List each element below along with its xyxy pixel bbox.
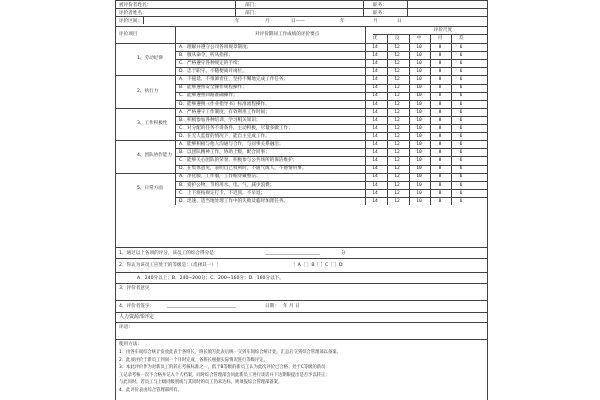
row-line <box>115 312 488 313</box>
col-line <box>409 173 410 205</box>
score-option[interactable]: 14 <box>372 109 378 115</box>
col-line <box>409 43 410 75</box>
col-line <box>143 16 144 24</box>
scale-header: 评价尺度 <box>433 28 453 33</box>
period-month: 月 <box>265 19 270 24</box>
hr-section-title: 人力资源部评定 <box>119 314 155 320</box>
col-line <box>175 173 176 205</box>
score-option[interactable]: 14 <box>372 61 378 66</box>
score-option[interactable]: 14 <box>372 52 378 58</box>
score-option[interactable]: 10 <box>416 150 422 156</box>
score-option[interactable]: 6 <box>459 93 463 99</box>
score-option[interactable]: 8 <box>438 150 442 156</box>
score-option[interactable]: 12 <box>394 174 400 180</box>
col-line <box>175 108 176 140</box>
score-option[interactable]: 14 <box>372 44 378 50</box>
col-line <box>409 108 410 140</box>
score-option[interactable]: 12 <box>394 85 400 91</box>
score-option[interactable]: 12 <box>394 198 400 204</box>
criterion-letter: C. <box>179 190 184 196</box>
usage-note-line: 1．由各车间综合统计发放此表于各班长，班长填写此表后统一交到车间综合统计处，汇总后交到综合管理部以备案。 <box>119 350 341 355</box>
score-option[interactable]: 6 <box>459 198 463 204</box>
score-option[interactable]: 12 <box>394 109 400 115</box>
criterion-text: 迅速、适当地处理工作中的失败及临时加派任务。 <box>187 198 289 204</box>
evaluee-dept-label: 部门： <box>245 3 259 8</box>
total-score-unit: 分 <box>341 251 346 256</box>
criterion-text: 以团队精神工作，协助上级，配合同事； <box>187 150 270 156</box>
col-line <box>365 173 366 205</box>
criterion-letter: A. <box>179 142 184 147</box>
criterion-text: 忠于职守，不随便离开岗位。 <box>187 69 247 75</box>
criterion-letter: C. <box>179 125 184 131</box>
col-line <box>430 34 431 43</box>
row-line <box>115 16 488 17</box>
score-option[interactable]: 8 <box>438 125 442 131</box>
score-option[interactable]: 12 <box>394 158 400 164</box>
criterion-text: 在无人监督的情况下，能自主完成工作。 <box>187 133 270 139</box>
score-option[interactable]: 12 <box>394 93 400 99</box>
score-option[interactable]: 8 <box>438 52 442 58</box>
criterion-category: 3、工作积极性 <box>137 121 168 126</box>
score-option[interactable]: 10 <box>416 190 422 196</box>
criterion-text: 能够关心团队的荣誉，积极参与公共场所的保洁维护； <box>187 158 298 164</box>
col-line <box>409 34 410 43</box>
score-option[interactable]: 6 <box>459 69 463 75</box>
score-option[interactable]: 10 <box>416 117 422 123</box>
score-option[interactable]: 14 <box>372 142 378 147</box>
criterion-text: 对分配的任务不讲条件，主动积极，尽量多做工作； <box>187 125 293 131</box>
score-option[interactable]: 12 <box>394 190 400 196</box>
score-option[interactable]: 8 <box>438 190 442 196</box>
score-option[interactable]: 10 <box>416 158 422 164</box>
period-label: 评价区间： <box>119 19 142 24</box>
evaluator-signature-label: 4、评价者签字： <box>119 304 155 309</box>
score-option[interactable]: 10 <box>416 101 422 107</box>
criterion-letter: D. <box>179 133 184 139</box>
score-option[interactable]: 8 <box>438 77 442 83</box>
col-line <box>451 173 452 205</box>
criterion-letter: B. <box>179 150 184 156</box>
scale-level: 优 <box>372 36 378 41</box>
criterion-text: 理解并遵守公司各项规章制度； <box>187 44 252 50</box>
score-option[interactable]: 14 <box>372 166 378 172</box>
col-line <box>430 173 431 205</box>
col-line <box>365 140 366 172</box>
evaluee-title-label: 职务： <box>373 3 387 8</box>
usage-note-line: 与此同时，若员工与上级同级别或与其同时的员工仍未达标，则须报综合管理部备案。 <box>119 380 283 386</box>
score-option[interactable]: 8 <box>438 109 442 115</box>
criterion-letter: B. <box>179 52 184 58</box>
criterion-text: 在集体意见，表明自己权利时，不通气或人，不感情用事。 <box>187 166 307 172</box>
score-option[interactable]: 12 <box>394 133 400 139</box>
col-line <box>430 108 431 140</box>
score-option[interactable]: 14 <box>372 198 378 204</box>
score-option[interactable]: 12 <box>394 150 400 156</box>
col-line <box>451 34 452 43</box>
score-option[interactable]: 6 <box>459 166 463 172</box>
col-line <box>175 140 176 172</box>
item-col-header: 评价项目 <box>119 32 138 37</box>
score-option[interactable]: 6 <box>459 85 463 91</box>
score-option[interactable]: 10 <box>416 44 422 50</box>
usage-title: 使用方法： <box>119 342 142 347</box>
criterion-letter: C. <box>179 158 184 164</box>
evaluation-form <box>115 0 488 400</box>
score-option[interactable]: 14 <box>372 182 378 188</box>
criterion-category: 5、日常方面 <box>137 185 163 191</box>
score-option[interactable]: 14 <box>372 85 378 91</box>
score-option[interactable]: 10 <box>416 133 422 139</box>
criterion-letter: B. <box>179 182 184 188</box>
score-option[interactable]: 8 <box>438 69 442 75</box>
col-line <box>365 108 366 140</box>
score-option[interactable]: 10 <box>416 77 422 83</box>
criterion-text: 能够遵照《作业指导书》标准流程操作。 <box>187 101 270 107</box>
score-option[interactable]: 12 <box>394 69 400 75</box>
score-option[interactable]: 12 <box>394 142 400 147</box>
col-line <box>387 75 388 107</box>
score-option[interactable]: 10 <box>416 198 422 204</box>
criterion-letter: C. <box>179 93 184 99</box>
col-line <box>387 34 388 43</box>
row-line <box>115 272 488 273</box>
criterion-letter: B. <box>179 117 184 123</box>
col-line <box>387 108 388 140</box>
row-line <box>115 322 488 323</box>
scale-level: 可 <box>437 36 443 41</box>
row-line <box>115 300 488 301</box>
criterion-text: 能够遵照回路准确操作； <box>187 93 238 99</box>
score-option[interactable]: 14 <box>372 117 378 123</box>
score-option[interactable]: 14 <box>372 174 378 180</box>
score-option[interactable]: 14 <box>372 69 378 75</box>
score-option[interactable]: 6 <box>459 109 463 115</box>
criterion-text: 爱护公物，节约用水、电、气，减少浪费； <box>187 182 275 188</box>
evaluator-name-label: 评价者姓名： <box>119 11 147 16</box>
row-line <box>115 247 488 248</box>
col-line <box>387 173 388 205</box>
score-option[interactable]: 12 <box>394 77 400 83</box>
criterion-text: 严格遵守各种规定的手续； <box>187 61 243 66</box>
period-day-end: 日 <box>397 19 402 24</box>
score-option[interactable]: 8 <box>438 174 442 180</box>
criterion-category: 2、执行力 <box>137 88 159 94</box>
score-option[interactable]: 8 <box>438 166 442 172</box>
col-line <box>451 108 452 140</box>
score-option[interactable]: 10 <box>416 182 422 188</box>
score-option[interactable]: 8 <box>438 85 442 91</box>
evaluee-name-label: 被评价者姓名： <box>119 3 152 8</box>
score-option[interactable]: 6 <box>459 190 463 196</box>
score-option[interactable]: 8 <box>438 93 442 99</box>
score-option[interactable]: 8 <box>438 44 442 50</box>
col-line <box>387 140 388 172</box>
score-option[interactable]: 12 <box>394 44 400 50</box>
score-option[interactable]: 6 <box>459 101 463 107</box>
criterion-text: 能够遵照安全操作规程操作； <box>187 85 247 91</box>
evaluator-opinion-label: 3、评价者意见 <box>119 286 150 291</box>
grade-options[interactable]: ］A［ ］B［ ］C［ ］D <box>293 263 343 268</box>
usage-note-line: 工记录考核一次不合格并记入个人档案，同时综合管理部会同此新员工进行谈话并下达期限提出是否予以转正； <box>119 372 330 378</box>
score-option[interactable]: 6 <box>459 133 463 139</box>
score-option[interactable]: 14 <box>372 125 378 131</box>
score-option[interactable]: 6 <box>459 125 463 131</box>
score-option[interactable]: 12 <box>394 52 400 58</box>
score-option[interactable]: 8 <box>438 117 442 123</box>
criterion-text: 服从命令，听从指挥； <box>187 52 233 58</box>
criterion-text: 不拖延，不推卸责任，坚持不懈地完成工作任务； <box>187 77 289 83</box>
scale-level: 差 <box>458 36 464 41</box>
hr-comment-label: 评语： <box>119 325 133 330</box>
score-option[interactable]: 14 <box>372 93 378 99</box>
score-option[interactable]: 6 <box>459 77 463 83</box>
criterion-letter: D. <box>179 198 184 204</box>
score-option[interactable]: 10 <box>416 61 422 66</box>
score-option[interactable]: 10 <box>416 93 422 99</box>
score-option[interactable]: 6 <box>459 158 463 164</box>
score-option[interactable]: 12 <box>394 101 400 107</box>
usage-note-line: 4．此评价表由综合管理部所有。 <box>119 388 182 393</box>
criterion-letter: C. <box>179 61 184 66</box>
period-year: 年 <box>235 19 240 24</box>
score-option[interactable]: 12 <box>394 117 400 123</box>
criterion-category: 1、劳动纪律 <box>137 56 163 62</box>
scale-level: 良 <box>394 36 400 41</box>
col-line <box>430 75 431 107</box>
score-option[interactable]: 6 <box>459 44 463 50</box>
evaluator-title-label: 职务： <box>373 11 387 16</box>
col-line <box>430 43 431 75</box>
col-line <box>451 43 452 75</box>
score-option[interactable]: 14 <box>372 158 378 164</box>
score-option[interactable]: 12 <box>394 166 400 172</box>
criterion-letter: D. <box>179 69 184 75</box>
score-option[interactable]: 14 <box>372 150 378 156</box>
score-option[interactable]: 10 <box>416 166 422 172</box>
points-col-header: 对评价期间工作成绩的评价要点 <box>255 32 320 37</box>
score-option[interactable]: 10 <box>416 142 422 147</box>
col-line <box>409 140 410 172</box>
score-option[interactable]: 6 <box>459 117 463 123</box>
col-line <box>175 75 176 107</box>
form-border-left <box>115 0 116 400</box>
signature-blank[interactable]: ______________________________ <box>167 304 236 309</box>
col-line <box>387 43 388 75</box>
col-line <box>365 75 366 107</box>
score-option[interactable]: 8 <box>438 142 442 147</box>
criterion-text: 积极参加各种培训，学习相关知识； <box>187 117 261 123</box>
score-option[interactable]: 10 <box>416 69 422 75</box>
row-line <box>115 283 488 284</box>
score-option[interactable]: 8 <box>438 158 442 164</box>
score-option[interactable]: 6 <box>459 174 463 180</box>
total-score-question: 1、通过以上各项的评分，该员工的综合得分是： <box>119 251 219 256</box>
row-line <box>115 26 488 27</box>
col-line <box>451 75 452 107</box>
usage-note-line: 2．此项评价于新员工到岗一个月时完成，各班长根据实际情况进行等级评定。 <box>119 357 268 363</box>
evaluator-dept-label: 部门： <box>245 11 259 16</box>
criterion-letter: A. <box>179 44 184 50</box>
score-option[interactable]: 8 <box>438 182 442 188</box>
score-option[interactable]: 12 <box>394 61 400 66</box>
criterion-text: 上下班按规定打卡，不迟到，不早退； <box>187 190 266 196</box>
criterion-text: 净化服，工作服，工作帽穿戴整洁； <box>187 174 261 180</box>
score-option[interactable]: 10 <box>416 52 422 58</box>
score-option[interactable]: 14 <box>372 133 378 139</box>
period-year-end: 年 <box>340 19 345 24</box>
date-value: 年 月 日 <box>283 304 300 309</box>
criterion-letter: A. <box>179 77 184 83</box>
row-line <box>115 0 488 1</box>
grade-question: 2、你认为该员工应处于的等级是：（选择其一）［ <box>119 263 219 268</box>
total-score-blank[interactable]: ________________________ <box>265 251 321 256</box>
period-day: 日—— <box>291 19 305 24</box>
score-option[interactable]: 10 <box>416 125 422 131</box>
score-option[interactable]: 8 <box>438 198 442 204</box>
row-line <box>115 8 488 9</box>
score-option[interactable]: 12 <box>394 125 400 131</box>
criterion-text: 严格遵守工作制度，有效利用工作时间； <box>187 109 270 115</box>
score-option[interactable]: 6 <box>459 61 463 66</box>
col-line <box>409 75 410 107</box>
score-option[interactable]: 8 <box>438 133 442 139</box>
scale-level: 中 <box>416 36 422 41</box>
date-label: 日期： <box>265 304 279 309</box>
score-option[interactable]: 10 <box>416 85 422 91</box>
score-option[interactable]: 8 <box>438 101 442 107</box>
criterion-category: 4、团队协作能力 <box>137 153 173 159</box>
row-line <box>115 339 488 340</box>
period-month-end: 月 <box>373 19 378 24</box>
criterion-letter: A. <box>179 174 184 180</box>
score-option[interactable]: 12 <box>394 182 400 188</box>
criterion-letter: A. <box>179 109 184 115</box>
criterion-letter: D. <box>179 101 184 107</box>
score-option[interactable]: 10 <box>416 109 422 115</box>
score-option[interactable]: 14 <box>372 77 378 83</box>
col-line <box>430 140 431 172</box>
usage-note-line: 3．本此评价作为对新员工的转正考核标准之一，低于B等级的新员工认为此次评价已合格；处于C等级的新员 <box>119 365 326 371</box>
col-line <box>451 140 452 172</box>
score-option[interactable]: 8 <box>438 61 442 66</box>
col-line <box>175 26 176 43</box>
score-option[interactable]: 6 <box>459 182 463 188</box>
criterion-letter: D. <box>179 166 184 172</box>
score-option[interactable]: 6 <box>459 52 463 58</box>
score-option[interactable]: 14 <box>372 101 378 107</box>
criterion-letter: B. <box>179 85 184 91</box>
score-option[interactable]: 6 <box>459 150 463 156</box>
grade-definitions: A．240分以上；B．240~200分；C．200~160分；D．160分以下。 <box>137 276 284 281</box>
score-option[interactable]: 10 <box>416 174 422 180</box>
score-option[interactable]: 6 <box>459 142 463 147</box>
col-line <box>365 43 366 75</box>
score-option[interactable]: 14 <box>372 190 378 196</box>
col-line <box>365 26 366 43</box>
criterion-text: 能够积极与他人沟通与合作，与同事关系融洽； <box>187 142 284 147</box>
col-line <box>175 43 176 75</box>
row-line <box>115 258 488 259</box>
